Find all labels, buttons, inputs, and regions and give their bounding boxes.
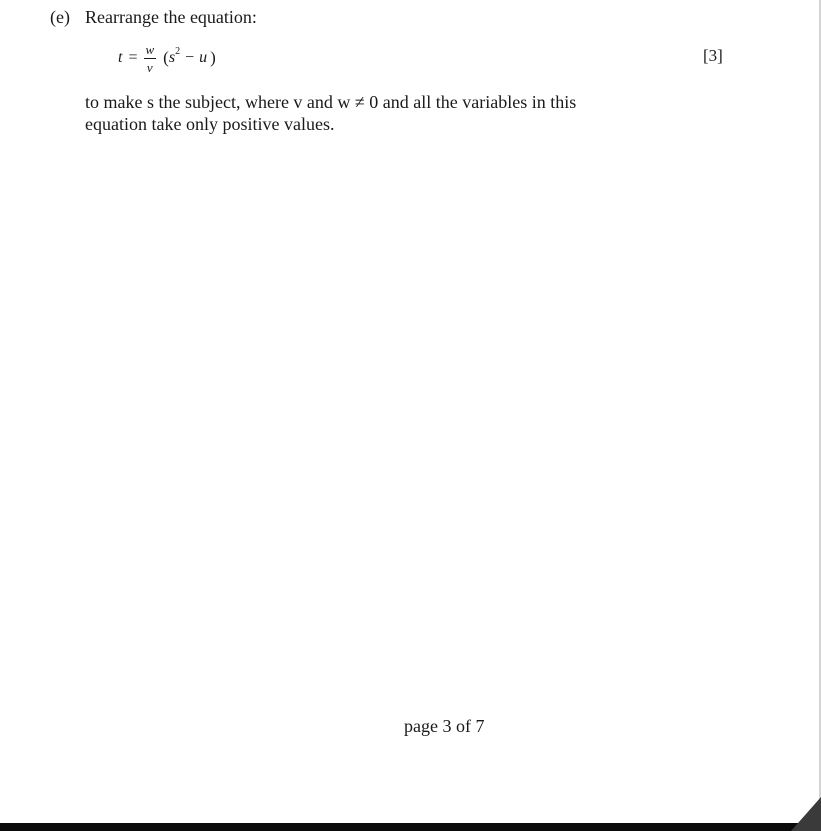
- question-prompt: Rearrange the equation:: [85, 7, 257, 27]
- open-paren: (: [163, 48, 169, 67]
- equation-equals: =: [128, 49, 138, 66]
- marks-allocation: [3]: [703, 46, 723, 65]
- question-label: (e): [50, 7, 70, 27]
- equation-base: s: [168, 49, 176, 66]
- question-instructions: [85, 91, 685, 135]
- bottom-bar: [0, 823, 821, 831]
- equation-subtrahend: u: [199, 49, 208, 66]
- equation-minus: −: [185, 49, 195, 66]
- instruction-line-1: to make s the subject, where v and w ≠ 0 and all the variables in this: [85, 92, 577, 112]
- fraction-numerator: w: [145, 41, 155, 57]
- instruction-line-2: equation take only positive values.: [85, 114, 335, 134]
- equation-fraction: [143, 43, 156, 74]
- equation: [118, 38, 216, 78]
- equation-exponent: 2: [175, 45, 181, 57]
- close-paren: ): [210, 48, 216, 67]
- fraction-denominator: v: [146, 59, 153, 75]
- equation-lhs: t: [118, 49, 123, 66]
- page-number: page 3 of 7: [404, 716, 485, 736]
